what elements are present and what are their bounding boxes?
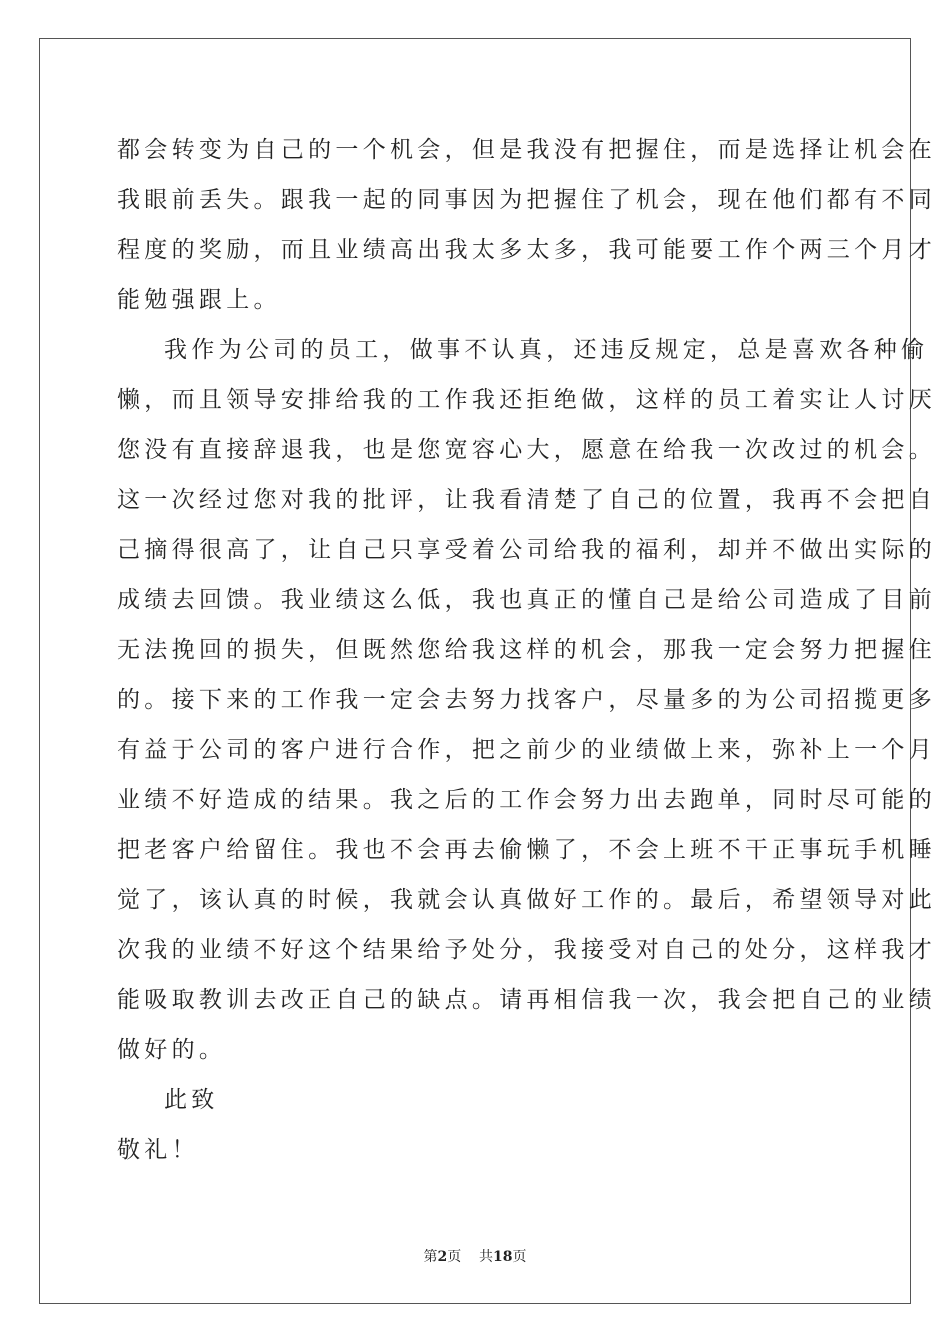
text-line: 我眼前丢失。跟我一起的同事因为把握住了机会，现在他们都有不同 [117,187,936,213]
closing-salutation: 此致 [164,1087,219,1113]
text-line: 业绩不好造成的结果。我之后的工作会努力出去跑单，同时尽可能的 [117,787,936,813]
page-footer [0,1248,950,1266]
text-line: 次我的业绩不好这个结果给予处分，我接受对自己的处分，这样我才 [117,937,936,963]
total-pages: 18 [493,1249,513,1265]
text-line: 这一次经过您对我的批评，让我看清楚了自己的位置，我再不会把自 [117,487,936,513]
text-line: 有益于公司的客户进行合作，把之前少的业绩做上来，弥补上一个月 [117,737,936,763]
text-line: 己摘得很高了，让自己只享受着公司给我的福利，却并不做出实际的 [117,537,936,563]
text-line: 您没有直接辞退我，也是您宽容心大，愿意在给我一次改过的机会。 [117,437,936,463]
text-line: 能勉强跟上。 [117,287,281,313]
text-line: 把老客户给留住。我也不会再去偷懒了，不会上班不干正事玩手机睡 [117,837,936,863]
text-line: 程度的奖励，而且业绩高出我太多太多，我可能要工作个两三个月才 [117,237,936,263]
text-line: 成绩去回馈。我业绩这么低，我也真正的懂自己是给公司造成了目前 [117,587,936,613]
text-line: 懒，而且领导安排给我的工作我还拒绝做，这样的员工着实让人讨厌 [117,387,936,413]
total-suffix: 页 [512,1249,527,1265]
text-line: 觉了，该认真的时候，我就会认真做好工作的。最后，希望领导对此 [117,887,936,913]
closing-regards: 敬礼！ [117,1137,199,1163]
page-number: 2 [437,1249,448,1265]
text-line: 做好的。 [117,1037,227,1063]
text-line: 都会转变为自己的一个机会，但是我没有把握住，而是选择让机会在 [117,137,936,163]
text-line: 我作为公司的员工，做事不认真，还违反规定，总是喜欢各种偷 [164,337,929,363]
text-line: 无法挽回的损失，但既然您给我这样的机会，那我一定会努力把握住 [117,637,936,663]
text-line: 能吸取教训去改正自己的缺点。请再相信我一次，我会把自己的业绩 [117,987,936,1013]
text-line: 的。接下来的工作我一定会去努力找客户，尽量多的为公司招揽更多 [117,687,936,713]
page-prefix: 第 [423,1249,438,1265]
total-prefix: 共 [479,1249,494,1265]
page-suffix: 页 [447,1249,462,1265]
